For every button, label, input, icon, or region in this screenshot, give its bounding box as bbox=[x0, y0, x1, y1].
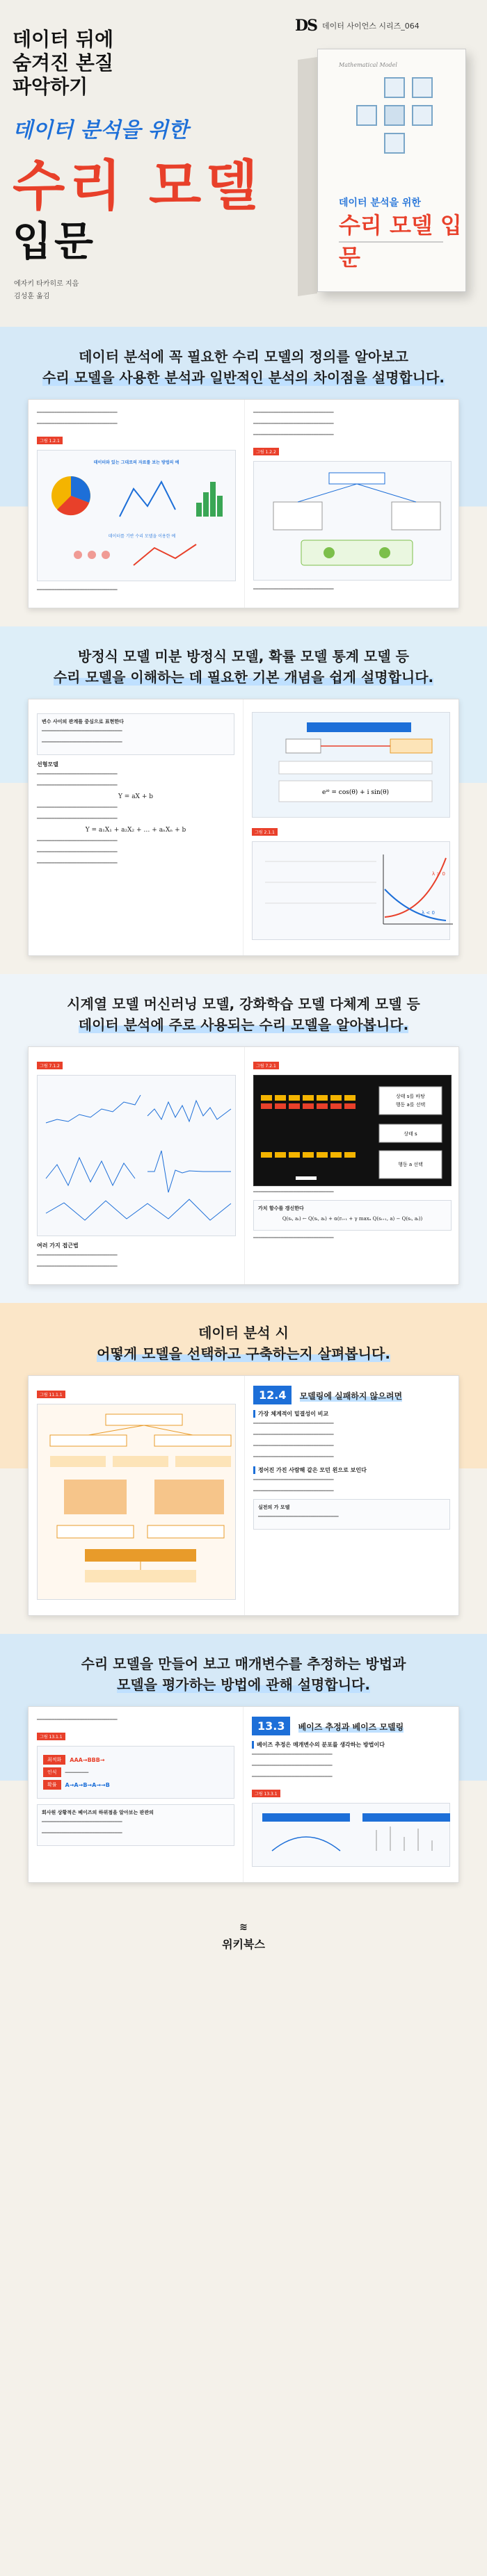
body-text: ━━━━━━━━━━━━━━━━━━━━━━━━━━━━━━━━ bbox=[37, 1253, 118, 1258]
body-text: ━━━━━━━━━━━━━━━━━━━━━━━━━━━━━━━━ bbox=[37, 588, 118, 592]
formula-linear: Y = aX + b bbox=[118, 793, 153, 800]
chapter-number: 12.4 bbox=[253, 1386, 292, 1404]
figure-label: 그림 13.3.1 bbox=[252, 1790, 280, 1797]
callout-box: 회사원 상황적은 베이즈의 하위점을 알아보는 판관의 ━━━━━━━━━━━━━━━━━━━━━━━━━━━━━━━━ ━━━━━━━━━━━━━━━━━━━━━━━━━━━━━━━━ bbox=[37, 1804, 234, 1846]
body-text: ━━━━━━━━━━━━━━━━━━━━━━━━━━━━━━━━ bbox=[253, 1477, 334, 1482]
spread-4 bbox=[28, 1375, 459, 1616]
body-text: ━━━━━━━━━━━━━━━━━━━━━━━━━━━━━━━━ bbox=[253, 1190, 334, 1194]
book-spine bbox=[298, 57, 317, 296]
section-5-headline: 수리 모델을 만들어 보고 매개변수를 추정하는 방법과 모델을 평가하는 방법에 관해 설명합니다. bbox=[81, 1655, 406, 1693]
figure-box bbox=[37, 1075, 236, 1236]
chapter-title: 베이즈 추정과 베이즈 모델링 bbox=[298, 1722, 404, 1732]
body-text: ━━━━━━━━━━━━━━━━━━━━━━━━━━━━━━━━ bbox=[37, 421, 118, 426]
series-brand bbox=[295, 17, 420, 35]
book-cover bbox=[298, 49, 472, 306]
figure-box bbox=[252, 1803, 450, 1867]
section-3 bbox=[0, 974, 487, 1303]
spread-4-left bbox=[29, 1376, 244, 1615]
rl-box-1: 상태 s를 바탕 bbox=[396, 1094, 425, 1099]
figure-box bbox=[37, 450, 236, 581]
differential-diagram bbox=[258, 718, 456, 809]
body-text: ━━━━━━━━━━━━━━━━━━━━━━━━━━━━━━━━ bbox=[253, 1236, 334, 1240]
lambda-positive: λ > 0 bbox=[432, 871, 445, 877]
spread-1-right bbox=[244, 400, 460, 608]
body-text: ━━━━━━━━━━━━━━━━━━━━━━━━━━━━━━━━ bbox=[37, 1264, 118, 1269]
spread-1-left bbox=[29, 400, 244, 608]
spread-3 bbox=[28, 1046, 459, 1285]
section-4 bbox=[0, 1303, 487, 1634]
sequence-row-3: 확률 A→A→B→A→→B bbox=[43, 1780, 228, 1790]
chapter-header bbox=[252, 1717, 450, 1735]
section-5 bbox=[0, 1634, 487, 1901]
model-diagram bbox=[260, 467, 457, 572]
callout-box: 실전의 가 모델 ━━━━━━━━━━━━━━━━━━━━━━━━━━━━━━━━ bbox=[253, 1499, 450, 1530]
book-title-blue: 데이터 분석을 위한 bbox=[339, 197, 421, 209]
series-label: 데이터 사이언스 시리즈_064 bbox=[321, 22, 420, 31]
spread-4-right bbox=[244, 1376, 458, 1615]
book-title-red: 수리 모델 입문 bbox=[339, 212, 462, 270]
body-text: ━━━━━━━━━━━━━━━━━━━━━━━━━━━━━━━━ bbox=[253, 421, 334, 426]
body-text: ━━━━━━━━━━━━━━━━━━━━━━━━━━━━━━━━ bbox=[37, 816, 118, 821]
section-1-headline: 데이터 분석에 꼭 필요한 수리 모델의 정의를 알아보고 수리 모델을 사용한 분석과 일반적인 분석의 차이점을 설명합니다. bbox=[42, 348, 445, 386]
body-text: ━━━━━━━━━━━━━━━━━━━━━━━━━━━━━━━━ bbox=[37, 772, 118, 777]
hero-subtitle: 데이터 뒤에 숨겨진 본질 파악하기 bbox=[13, 28, 113, 98]
timeseries-charts bbox=[43, 1081, 241, 1227]
chapter-header bbox=[253, 1386, 450, 1404]
callout-title: 가치 함수를 갱신한다 bbox=[258, 1206, 304, 1211]
reinforcement-grid bbox=[253, 1075, 452, 1186]
spread-2-left bbox=[29, 699, 243, 955]
hero-blue-title: 데이터 분석을 위한 bbox=[13, 118, 189, 143]
spread-1 bbox=[28, 399, 459, 608]
section-1 bbox=[0, 327, 487, 626]
bayes-diagram bbox=[258, 1809, 456, 1858]
figure-label: 그림 1.2.1 bbox=[37, 437, 63, 444]
body-text: ━━━━━━━━━━━━━━━━━━━━━━━━━━━━━━━━ bbox=[37, 410, 118, 415]
spread-5-left bbox=[29, 1707, 243, 1882]
sequence-row-1: 최적화 AAA→BBB→ bbox=[43, 1755, 228, 1765]
spread-3-right bbox=[244, 1047, 460, 1284]
rl-box-2: 상태 s bbox=[404, 1131, 417, 1137]
section-2-headline: 방정식 모델 미분 방정식 모델, 확률 모델 통계 모델 등 수리 모델을 이해하는 데 필요한 기본 개념을 쉽게 설명합니다. bbox=[53, 648, 434, 686]
figure-illustration bbox=[43, 468, 241, 572]
body-text: ━━━━━━━━━━━━━━━━━━━━━━━━━━━━━━━━ bbox=[253, 432, 334, 437]
book-brand: Mathematical Model bbox=[339, 62, 397, 68]
formula-euler: eⁱᶿ = cos(θ) + i sin(θ) bbox=[321, 789, 390, 796]
body-text: ━━━━━━━━━━━━━━━━━━━━━━━━━━━━━━━━ bbox=[252, 1752, 333, 1757]
publisher-logo: DS bbox=[295, 17, 317, 35]
spread-5 bbox=[28, 1706, 459, 1883]
body-text: ━━━━━━━━━━━━━━━━━━━━━━━━━━━━━━━━ bbox=[253, 1455, 334, 1459]
model-flowchart bbox=[43, 1410, 241, 1591]
body-text: ━━━━━━━━━━━━━━━━━━━━━━━━━━━━━━━━ bbox=[253, 1489, 334, 1493]
body-text: ━━━━━━━━━━━━━━━━━━━━━━━━━━━━━━━━ bbox=[37, 850, 118, 854]
spread-2 bbox=[28, 699, 459, 956]
figure-box bbox=[37, 1404, 236, 1600]
callout-title: 변수 사이의 관계를 중심으로 표현한다 bbox=[42, 719, 124, 724]
chapter-title: 모델링에 실패하지 않으려면 bbox=[299, 1391, 403, 1401]
book-front bbox=[317, 49, 466, 292]
publisher-mark-icon: ≋ bbox=[239, 1922, 248, 1933]
body-text: ━━━━━━━━━━━━━━━━━━━━━━━━━━━━━━━━ bbox=[253, 1421, 334, 1426]
hero bbox=[0, 0, 487, 327]
sub-heading: 가장 체계적이 밑결성이 비교 bbox=[253, 1410, 450, 1418]
callout-title: 실전의 가 모델 bbox=[258, 1505, 290, 1510]
figure-box bbox=[252, 712, 450, 818]
hero-red-title: 수리 모델 bbox=[13, 155, 262, 218]
spread-3-left bbox=[29, 1047, 244, 1284]
section-4-headline: 데이터 분석 시 어떻게 모델을 선택하고 구축하는지 살펴봅니다. bbox=[97, 1325, 390, 1362]
sub-heading: 선형모델 bbox=[37, 761, 58, 768]
sub-heading: 베이즈 추정은 매개변수의 분포를 생각하는 방법이다 bbox=[252, 1741, 450, 1749]
body-text: ━━━━━━━━━━━━━━━━━━━━━━━━━━━━━━━━ bbox=[37, 805, 118, 810]
callout-box: 변수 사이의 관계를 중심으로 표현한다 ━━━━━━━━━━━━━━━━━━━━━━━━━━━━━━━━ ━━━━━━━━━━━━━━━━━━━━━━━━━━━━━━━━ bbox=[37, 713, 234, 755]
spread-5-right bbox=[243, 1707, 458, 1882]
figure-box bbox=[37, 1746, 234, 1799]
figure-box bbox=[252, 841, 450, 940]
figure-label: 그림 13.1.1 bbox=[37, 1733, 65, 1740]
callout-box bbox=[253, 1200, 452, 1231]
body-text: ━━━━━━━━━━━━━━━━━━━━━━━━━━━━━━━━ bbox=[252, 1763, 333, 1768]
body-text: ━━━━━━━━━━━━━━━━━━━━━━━━━━━━━━━━ bbox=[253, 587, 334, 592]
sub-heading-2: 정어진 가진 사람해 같은 모던 왼으로 보인다 bbox=[253, 1466, 450, 1474]
section-3-headline: 시계열 모델 머신러닝 모델, 강화학습 모델 다체계 모델 등 데이터 분석에 주로 사용되는 수리 모델을 알아봅니다. bbox=[67, 996, 420, 1033]
formula-multi: Y = a₁X₁ + a₂X₂ + … + aₙXₙ + b bbox=[85, 827, 186, 834]
body-text: ━━━━━━━━━━━━━━━━━━━━━━━━━━━━━━━━ bbox=[37, 1717, 118, 1722]
spread-2-right bbox=[243, 699, 458, 955]
body-text: ━━━━━━━━━━━━━━━━━━━━━━━━━━━━━━━━ bbox=[37, 839, 118, 843]
sub-heading: 여러 가지 접근법 bbox=[37, 1242, 79, 1249]
figure-label: 그림 7.1.2 bbox=[37, 1062, 63, 1069]
rl-box-3: 행동 a 선택 bbox=[398, 1162, 423, 1167]
figure-label: 그림 7.2.1 bbox=[253, 1062, 279, 1069]
figure-label: 그림 11.1.1 bbox=[37, 1391, 65, 1398]
figure-box bbox=[253, 461, 452, 581]
figure-title-2: 데이터를 기반 수리 모델을 이용한 예 bbox=[108, 534, 176, 539]
publisher-name: 위키북스 bbox=[222, 1938, 265, 1951]
figure-label: 그림 1.2.2 bbox=[253, 448, 279, 455]
publisher-footer bbox=[0, 1901, 487, 1970]
exponential-chart bbox=[258, 848, 456, 931]
callout-title: 회사원 상황적은 베이즈의 하위점을 알아보는 판관의 bbox=[42, 1810, 154, 1815]
sequence-row-2: 인식 ━━━━━━━ bbox=[43, 1767, 228, 1777]
body-text: ━━━━━━━━━━━━━━━━━━━━━━━━━━━━━━━━ bbox=[252, 1774, 333, 1779]
hero-black-title: 입문 bbox=[13, 218, 97, 265]
hero-authors: 에자키 타카히로 지음 김성훈 옮김 bbox=[14, 280, 79, 300]
rl-box-1b: 행동 a를 선택 bbox=[395, 1102, 426, 1108]
section-2 bbox=[0, 626, 487, 974]
book-divider bbox=[339, 241, 443, 243]
chapter-number: 13.3 bbox=[252, 1717, 290, 1735]
formula-q-learning: Q(sₜ, aₜ) ← Q(sₜ, aₜ) + α(rₜ₊₁ + γ maxₐ Q(sₜ₊₁, a) − Q(sₜ, aₜ)) bbox=[282, 1216, 423, 1222]
figure-title: 데이터와 있는 그대로의 자료를 보는 방법의 예 bbox=[93, 460, 179, 465]
body-text: ━━━━━━━━━━━━━━━━━━━━━━━━━━━━━━━━ bbox=[253, 1432, 334, 1437]
body-text: ━━━━━━━━━━━━━━━━━━━━━━━━━━━━━━━━ bbox=[37, 783, 118, 788]
body-text: ━━━━━━━━━━━━━━━━━━━━━━━━━━━━━━━━ bbox=[253, 410, 334, 415]
lambda-negative: λ < 0 bbox=[422, 910, 435, 916]
figure-label: 그림 2.1.1 bbox=[252, 828, 278, 836]
body-text: ━━━━━━━━━━━━━━━━━━━━━━━━━━━━━━━━ bbox=[253, 1443, 334, 1448]
body-text: ━━━━━━━━━━━━━━━━━━━━━━━━━━━━━━━━ bbox=[37, 861, 118, 866]
cube-illustration bbox=[356, 77, 433, 154]
